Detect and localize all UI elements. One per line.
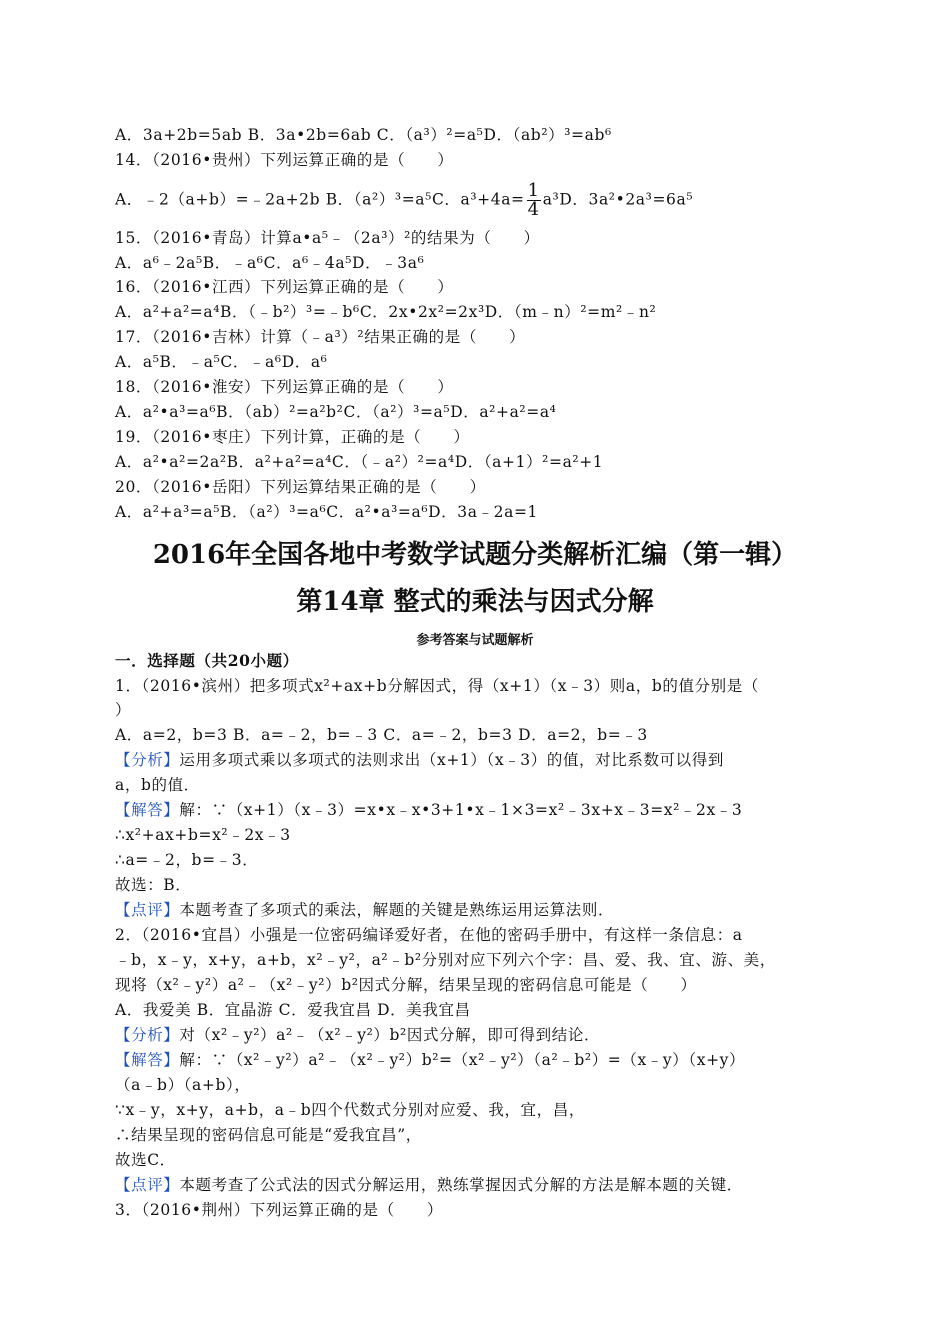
solution-tag: 【解答】 [115, 801, 180, 819]
q20-stem: 20．（2016•岳阳）下列运算结果正确的是（ ） [115, 478, 486, 496]
a1-solution-text: 解：∵（x+1）（x﹣3）=x•x﹣x•3+1•x﹣1×3=x²﹣3x+x﹣3=x²﹣2x﹣3 [179, 801, 743, 819]
page-title: 2016年全国各地中考数学试题分类解析汇编（第一辑） [152, 540, 798, 570]
fraction-numerator: 1 [527, 180, 540, 201]
a1-solution-line2: ∴x²+ax+b=x²﹣2x﹣3 [115, 826, 291, 844]
q20-options: A．a²+a³=a⁵B．（a²）³=a⁶C．a²•a³=a⁶D．3a﹣2a=1 [115, 503, 539, 521]
solution-tag: 【解答】 [115, 1051, 180, 1069]
a1-stem-cont: ） [115, 701, 132, 719]
q13-options: A．3a+2b=5ab B．3a•2b=6ab C．（a³）²=a⁵D．（ab²）³=ab⁶ [115, 126, 612, 144]
a2-solution-line4: ∴结果呈现的密码信息可能是“爱我宜昌”， [115, 1126, 422, 1144]
q14-options-part1: A．﹣2（a+b）=﹣2a+2b B．（a²）³=a⁵C．a³+4a= [115, 190, 525, 209]
a1-analysis-cont: a，b的值． [115, 776, 200, 794]
a3-stem: 3．（2016•荆州）下列运算正确的是（ ） [115, 1201, 444, 1219]
q19-stem: 19．（2016•枣庄）下列计算，正确的是（ ） [115, 428, 470, 446]
fraction-denominator: 4 [527, 199, 540, 220]
a1-solution [115, 799, 840, 821]
a1-analysis-text: 运用多项式乘以多项式的法则求出（x+1）（x﹣3）的值，对比系数可以得到 [179, 751, 724, 769]
answers-subtitle: 参考答案与试题解析 [416, 633, 534, 648]
a2-stem: 2．（2016•宜昌）小强是一位密码编译爱好者，在他的密码手册中，有这样一条信息：a [115, 926, 743, 944]
a1-options: A．a=2，b=3 B．a=﹣2，b=﹣3 C．a=﹣2，b=3 D．a=2，b=﹣3 [115, 726, 648, 744]
q19-options: A．a²•a²=2a²B．a²+a²=a⁴C．（﹣a²）²=a⁴D．（a+1）²=a²+1 [115, 453, 604, 471]
q18-stem: 18．（2016•淮安）下列运算正确的是（ ） [115, 378, 454, 396]
a1-comment-text: 本题考查了多项式的乘法，解题的关键是熟练运用运算法则． [179, 901, 615, 919]
chapter-title: 第14章 整式的乘法与因式分解 [296, 587, 654, 617]
a2-analysis [115, 1024, 840, 1046]
q17-stem: 17．（2016•吉林）计算（﹣a³）²结果正确的是（ ） [115, 328, 526, 346]
a2-stem-cont1: ﹣b，x﹣y，x+y，a+b，x²﹣y²，a²﹣b²分别对应下列六个字：昌、爱、我、宜、游、美， [115, 951, 776, 969]
a2-solution-text: 解：∵（x²﹣y²）a²﹣（x²﹣y²）b²=（x²﹣y²）（a²﹣b²）=（x﹣y）（x+y） [179, 1051, 746, 1069]
a2-stem-cont2: 现将（x²﹣y²）a²﹣（x²﹣y²）b²因式分解，结果呈现的密码信息可能是（ ） [115, 976, 697, 994]
q16-options: A．a²+a²=a⁴B．（﹣b²）³=﹣b⁶C．2x•2x²=2x³D．（m﹣n）²=m²﹣n² [115, 303, 657, 321]
comment-tag: 【点评】 [115, 1176, 180, 1194]
a2-analysis-text: 对（x²﹣y²）a²﹣（x²﹣y²）b²因式分解，即可得到结论． [179, 1026, 601, 1044]
a2-comment [115, 1174, 840, 1196]
q15-stem: 15．（2016•青岛）计算a•a⁵﹣（2a³）²的结果为（ ） [115, 229, 540, 247]
a1-comment [115, 899, 840, 921]
q14-options-part2: a³D．3a²•2a³=6a⁵ [542, 190, 694, 209]
a2-comment-text: 本题考查了公式法的因式分解运用，熟练掌握因式分解的方法是解本题的关键． [179, 1176, 743, 1194]
q15-options: A．a⁶﹣2a⁵B．﹣a⁶C．a⁶﹣4a⁵D．﹣3a⁶ [115, 254, 425, 272]
section-heading: 一．选择题（共20小题） [115, 651, 299, 670]
a1-stem: 1．（2016•滨州）把多项式x²+ax+b分解因式，得（x+1）（x﹣3）则a，b的值分别是（ [115, 677, 759, 695]
analysis-tag: 【分析】 [115, 751, 180, 769]
a1-solution-line3: ∴a=﹣2，b=﹣3． [115, 851, 259, 869]
a2-solution [115, 1049, 840, 1071]
q18-options: A．a²•a³=a⁶B．（ab）²=a²b²C．（a²）³=a⁵D．a²+a²=a⁴ [115, 403, 557, 421]
comment-tag: 【点评】 [115, 901, 180, 919]
fraction-one-quarter [527, 182, 541, 219]
a1-analysis [115, 749, 840, 771]
a1-answer: 故选：B． [115, 876, 192, 894]
q16-stem: 16．（2016•江西）下列运算正确的是（ ） [115, 278, 454, 296]
q14-stem: 14．（2016•贵州）下列运算正确的是（ ） [115, 151, 454, 169]
a2-options: A．我爱美 B．宜晶游 C．爱我宜昌 D．美我宜昌 [115, 1001, 471, 1019]
q14-options [115, 182, 840, 219]
q17-options: A．a⁵B．﹣a⁵C．﹣a⁶D．a⁶ [115, 353, 328, 371]
a2-solution-line3: ∵x﹣y，x+y，a+b，a﹣b四个代数式分别对应爱、我，宜，昌， [115, 1101, 585, 1119]
a2-answer: 故选C． [115, 1151, 176, 1169]
a2-solution-line2: （a﹣b）（a+b）， [115, 1076, 251, 1094]
analysis-tag: 【分析】 [115, 1026, 180, 1044]
